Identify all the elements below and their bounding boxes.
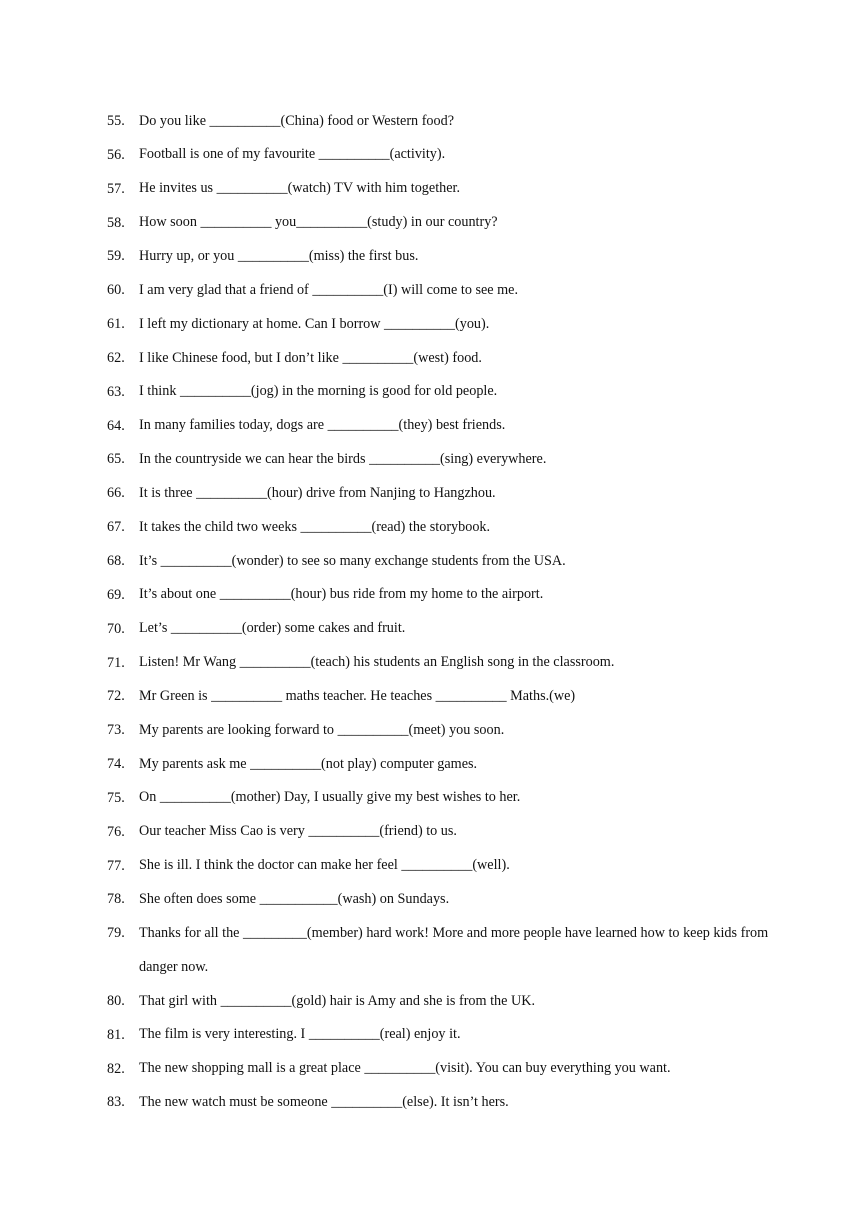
exercise-text: Thanks for all the _________(member) hard work! More and more people have learned how to keep kids from danger now. (139, 924, 769, 975)
exercise-number: 74. (107, 756, 125, 773)
exercise-text: In the countryside we can hear the birds __________(sing) everywhere. (139, 451, 547, 468)
exercise-text: Football is one of my favourite __________(activity). (139, 146, 446, 163)
exercise-number: 65. (107, 451, 125, 468)
exercise-text: It is three __________(hour) drive from Nanjing to Hangzhou. (139, 484, 496, 501)
exercise-number: 57. (107, 180, 125, 197)
exercise-text: The film is very interesting. I __________(real) enjoy it. (139, 1026, 461, 1043)
exercise-number: 64. (107, 417, 125, 434)
exercise-text: It’s about one __________(hour) bus ride from my home to the airport. (139, 586, 544, 603)
exercise-text: My parents ask me __________(not play) computer games. (139, 755, 478, 772)
exercise-list (0, 110, 860, 1125)
exercise-number: 55. (107, 113, 125, 129)
exercise-text: She often does some ___________(wash) on Sundays. (139, 891, 450, 908)
exercise-number: 69. (107, 586, 125, 603)
exercise-text: Mr Green is __________ maths teacher. He teaches __________ Maths.(we) (139, 687, 576, 704)
exercise-text: He invites us __________(watch) TV with him together. (139, 180, 461, 197)
exercise-text: It takes the child two weeks __________(read) the storybook. (139, 518, 491, 535)
exercise-number: 76. (107, 823, 125, 840)
exercise-number: 75. (107, 789, 125, 806)
exercise-number: 70. (107, 620, 125, 637)
exercise-number: 71. (107, 654, 125, 671)
exercise-number: 68. (107, 552, 125, 569)
exercise-text: I left my dictionary at home. Can I borrow __________(you). (139, 315, 490, 332)
exercise-number: 66. (107, 485, 125, 502)
exercise-number: 80. (107, 992, 125, 1009)
exercise-text: I like Chinese food, but I don’t like __________(west) food. (139, 349, 482, 366)
exercise-number: 59. (107, 248, 125, 265)
exercise-number: 79. (107, 925, 125, 942)
exercise-text: She is ill. I think the doctor can make her feel __________(well). (139, 857, 510, 874)
exercise-text: That girl with __________(gold) hair is Amy and she is from the UK. (139, 992, 536, 1009)
exercise-number: 62. (107, 349, 125, 366)
exercise-number: 73. (107, 722, 125, 739)
exercise-text: Hurry up, or you __________(miss) the first bus. (139, 247, 419, 264)
exercise-text: On __________(mother) Day, I usually give my best wishes to her. (139, 789, 521, 806)
exercise-text: I am very glad that a friend of __________(I) will come to see me. (139, 281, 519, 298)
exercise-item (0, 1091, 860, 1125)
exercise-number: 78. (107, 891, 125, 908)
exercise-text: The new watch must be someone __________(else). It isn’t hers. (139, 1094, 509, 1111)
exercise-number: 67. (107, 519, 125, 536)
exercise-number: 81. (107, 1026, 125, 1043)
exercise-number: 82. (107, 1060, 125, 1077)
exercise-item (0, 922, 860, 990)
exercise-text: Listen! Mr Wang __________(teach) his students an English song in the classroom. (139, 654, 615, 671)
exercise-text: My parents are looking forward to __________(meet) you soon. (139, 721, 505, 738)
exercise-number: 83. (107, 1094, 125, 1111)
exercise-text: It’s __________(wonder) to see so many exchange students from the USA. (139, 552, 566, 569)
exercise-text: In many families today, dogs are __________(they) best friends. (139, 417, 506, 434)
exercise-number: 63. (107, 383, 125, 400)
exercise-text: Let’s __________(order) some cakes and fruit. (139, 620, 406, 637)
exercise-number: 60. (107, 282, 125, 299)
exercise-number: 58. (107, 214, 125, 231)
exercise-number: 77. (107, 857, 125, 874)
exercise-number: 61. (107, 316, 125, 333)
exercise-number: 72. (107, 688, 125, 705)
exercise-text: I think __________(jog) in the morning is good for old people. (139, 383, 498, 400)
exercise-text: Do you like __________(China) food or Western food? (139, 112, 454, 129)
exercise-text: How soon __________ you__________(study) in our country? (139, 214, 498, 231)
exercise-text: Our teacher Miss Cao is very __________(friend) to us. (139, 823, 457, 840)
exercise-number: 56. (107, 146, 125, 163)
exercise-text: The new shopping mall is a great place __________(visit). You can buy everything you want. (139, 1060, 671, 1077)
